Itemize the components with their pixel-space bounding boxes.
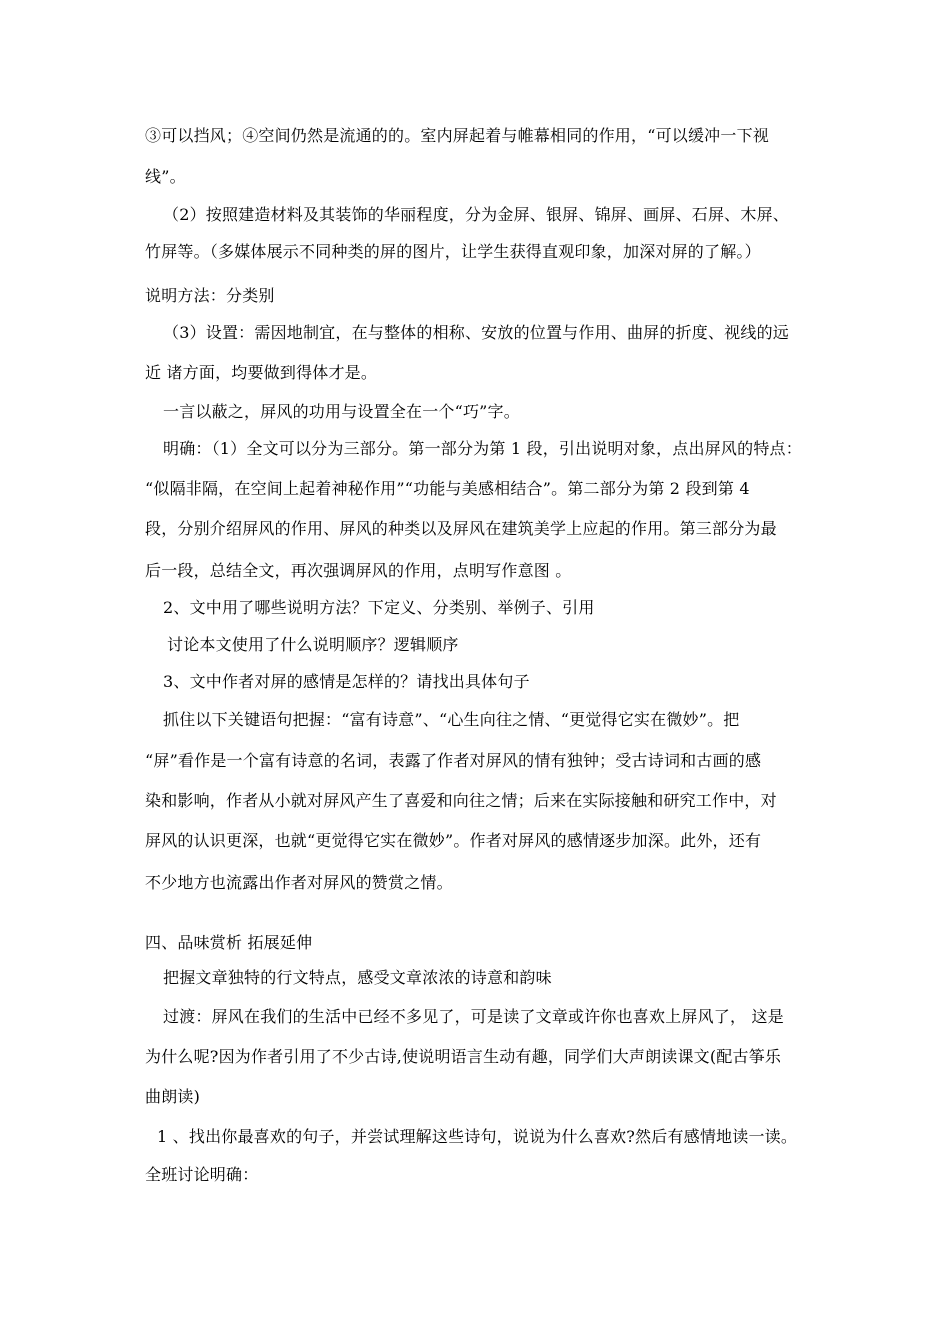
text-line-24: 为什么呢?因为作者引用了不少古诗,使说明语言生动有趣，同学们大声朗读课文(配古筝乐 <box>145 1047 782 1066</box>
text-line-3: （2）按照建造材料及其装饰的华丽程度，分为金屏、银屏、锦屏、画屏、石屏、木屏、 <box>163 205 789 224</box>
text-line-27: 全班讨论明确： <box>145 1165 259 1184</box>
text-line-11: 段，分别介绍屏风的作用、屏风的种类以及屏风在建筑美学上应起的作用。第三部分为最 <box>145 519 777 538</box>
text-line-9: 明确：（1）全文可以分为三部分。第一部分为第 1 段，引出说明对象，点出屏风的特点： <box>163 439 802 458</box>
text-line-13: 2、文中用了哪些说明方法？下定义、分类别、举例子、引用 <box>163 598 595 617</box>
text-line-7: 近 诸方面，均要做到得体才是。 <box>145 363 378 382</box>
text-line-22: 把握文章独特的行文特点，感受文章浓浓的诗意和韵味 <box>163 968 552 987</box>
text-line-5: 说明方法：分类别 <box>145 286 275 305</box>
text-line-1: ③可以挡风；④空间仍然是流通的的。室内屏起着与帷幕相同的作用，“可以缓冲一下视 <box>145 126 769 145</box>
text-line-8: 一言以蔽之，屏风的功用与设置全在一个“巧”字。 <box>163 402 520 421</box>
text-line-2: 线”。 <box>145 167 186 186</box>
text-line-15: 3、文中作者对屏的感情是怎样的？请找出具体句子 <box>163 672 530 691</box>
text-line-14: 讨论本文使用了什么说明顺序？逻辑顺序 <box>167 635 459 654</box>
text-line-6: （3）设置：需因地制宜，在与整体的相称、安放的位置与作用、曲屏的折度、视线的远 <box>163 323 789 342</box>
text-line-4: 竹屏等。（多媒体展示不同种类的屏的图片，让学生获得直观印象，加深对屏的了解。） <box>145 242 761 261</box>
text-line-23: 过渡：屏风在我们的生活中已经不多见了，可是读了文章或许你也喜欢上屏风了， 这是 <box>163 1007 784 1026</box>
text-line-10: “似隔非隔，在空间上起着神秘作用”“功能与美感相结合”。第二部分为第 2 段到第 4 <box>145 479 750 498</box>
text-line-25: 曲朗读) <box>145 1087 201 1106</box>
text-line-19: 屏风的认识更深，也就“更觉得它实在微妙”。作者对屏风的感情逐步加深。此外，还有 <box>145 831 762 850</box>
section-heading: 四、品味赏析 拓展延伸 <box>145 933 313 952</box>
text-line-17: “屏”看作是一个富有诗意的名词，表露了作者对屏风的情有独钟；受古诗词和古画的感 <box>145 751 762 770</box>
text-line-12: 后一段，总结全文，再次强调屏风的作用，点明写作意图 。 <box>145 561 572 580</box>
text-line-20: 不少地方也流露出作者对屏风的赞赏之情。 <box>145 873 453 892</box>
text-line-18: 染和影响，作者从小就对屏风产生了喜爱和向往之情；后来在实际接触和研究工作中，对 <box>145 791 777 810</box>
text-line-16: 抓住以下关键语句把握：“富有诗意”、“心生向往之情、“更觉得它实在微妙”。把 <box>163 710 740 729</box>
text-line-26: 1 、找出你最喜欢的句子，并尝试理解这些诗句，说说为什么喜欢?然后有感情地读一读。 <box>157 1127 798 1146</box>
